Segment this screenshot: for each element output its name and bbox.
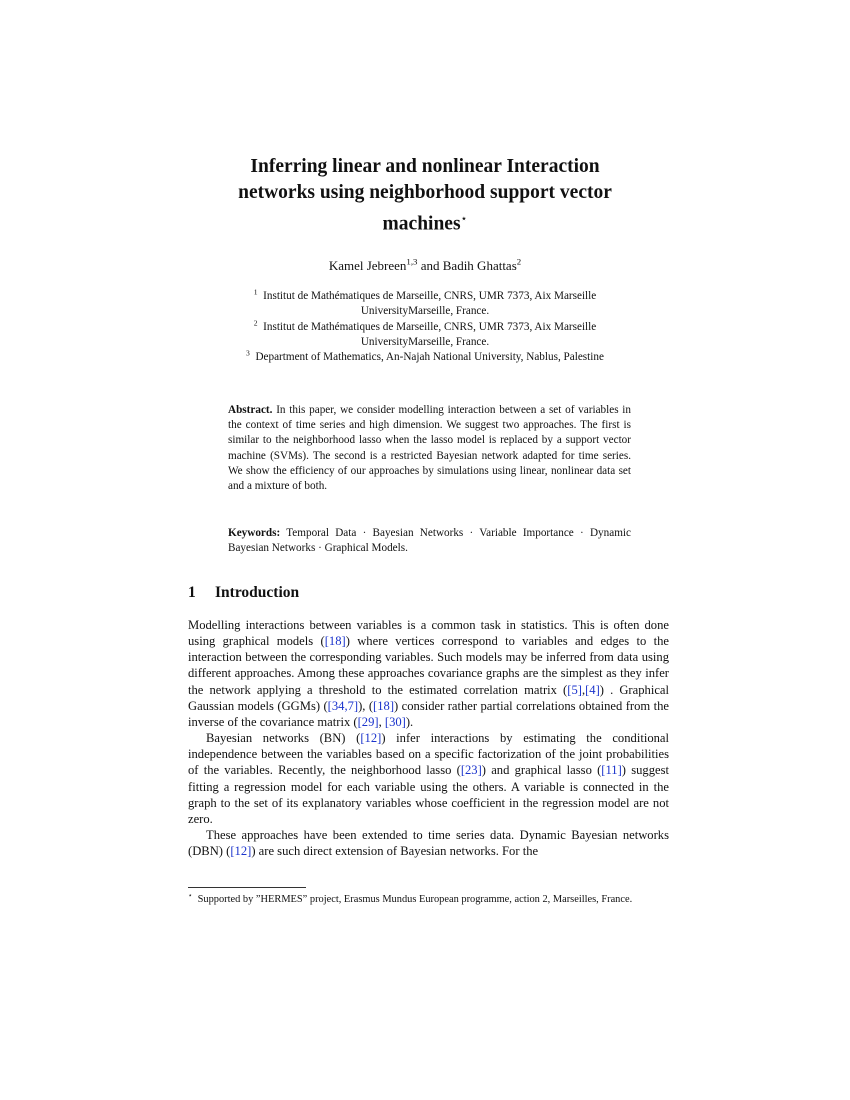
affiliation-2-number: 2 [253, 317, 258, 327]
citation-link[interactable]: [23] [460, 763, 482, 778]
affiliation-2-text-cont: UniversityMarseille, France. [360, 335, 490, 348]
author-2: Badih Ghattas [442, 258, 517, 273]
citation-link[interactable]: [12] [230, 844, 252, 859]
affiliation-3-number: 3 [246, 348, 250, 358]
section-heading [188, 584, 299, 602]
paragraph-3 [188, 827, 669, 859]
affiliation-3 [190, 350, 660, 365]
paragraph-1 [188, 617, 669, 730]
p1-text-d: ) . Graphical Gaussian models (GGMs) ( [188, 682, 669, 713]
keywords-label: Keywords: [228, 527, 281, 539]
p1-text-c: , [581, 682, 586, 697]
p2-text-a: Bayesian networks (BN) ( [206, 731, 361, 746]
title-line-2: networks using neighborhood support vector [238, 182, 612, 203]
abstract [228, 403, 631, 494]
citation-link[interactable]: [18] [324, 634, 346, 649]
p1-text-h: ). [405, 714, 414, 729]
keywords-text: Temporal Data · Bayesian Networks · Variable Importance · Dynamic Bayesian Networks · Graphical Models. [228, 527, 631, 555]
affiliation-2 [190, 317, 660, 351]
footnote [188, 893, 669, 907]
author-1-affil: 1,3 [406, 256, 418, 267]
citation-link[interactable]: [11] [601, 763, 622, 778]
citation-link[interactable]: [4] [585, 682, 600, 697]
title-line-1: Inferring linear and nonlinear Interaction [250, 156, 600, 177]
section-number: 1 [188, 584, 196, 601]
citation-link[interactable]: [5] [567, 682, 582, 697]
affiliation-2-text: Institut de Mathématiques de Marseille, CNRS, UMR 7373, Aix Marseille [263, 320, 597, 333]
abstract-text: In this paper, we consider modelling interaction between a set of variables in the context of time series and high dimension. We suggest two approaches. The first is similar to the neighborhood lasso when the lasso model is replaced by a support vector machine (SVMs). The second is a restricted Bayesian network adapted for time series. We show the efficiency of our approaches by simulations using linear, nonlinear data set and a mixture of both. [228, 404, 632, 493]
p2-text-b: ) infer interactions by estimating the conditional independence between the variables based on a specific factorization of the joint probabilities of the variables. Recently, the neighborhood lasso ( [188, 731, 669, 778]
citation-link[interactable]: [29] [357, 714, 379, 729]
author-conjunction: and [417, 258, 443, 273]
paragraph-2 [188, 730, 669, 827]
title-footnote-mark: ⋆ [460, 213, 468, 225]
footnote-mark: ⋆ [188, 891, 193, 900]
p1-text-g: , [378, 714, 385, 729]
author-list [150, 258, 700, 274]
footnote-rule [188, 887, 306, 888]
paper-title [150, 154, 700, 238]
footnote-text: Supported by ”HERMES” project, Erasmus Mundus European programme, action 2, Marseilles, France. [197, 894, 633, 905]
affiliation-1-text-cont: UniversityMarseille, France. [360, 305, 490, 318]
citation-link[interactable]: [12] [360, 731, 382, 746]
citation-link[interactable]: [30] [384, 714, 406, 729]
p2-text-d: ) suggest fitting a regression model for each variable using the others. A variable is connected in the graph to the set of its explanatory variables whose coefficient in the regression model are not zero. [188, 763, 669, 826]
p3-text-b: ) are such direct extension of Bayesian networks. For the [251, 844, 539, 859]
citation-link[interactable]: [18] [373, 698, 395, 713]
citation-link[interactable]: [34,7] [327, 698, 359, 713]
affiliation-1-text: Institut de Mathématiques de Marseille, CNRS, UMR 7373, Aix Marseille [263, 290, 597, 302]
title-line-3-text: machines [382, 213, 461, 235]
author-2-affil: 2 [516, 256, 522, 267]
p3-text-a: These approaches have been extended to time series data. Dynamic Bayesian networks (DBN) ( [188, 828, 669, 859]
abstract-label: Abstract. [228, 404, 273, 416]
section-title: Introduction [215, 584, 300, 601]
affiliation-1 [190, 289, 660, 320]
p1-text-a: Modelling interactions between variables is a common task in statistics. This is often done using graphical models ( [188, 618, 669, 649]
p1-text-e: ), ( [358, 698, 374, 713]
author-1: Kamel Jebreen [328, 258, 407, 273]
title-line-3 [150, 206, 700, 238]
affiliations [190, 289, 660, 365]
body-text [188, 617, 669, 859]
arxiv-identifier-stamp [8, 262, 70, 682]
p1-text-f: ) consider rather partial correlations obtained from the inverse of the covariance matrix ( [188, 698, 669, 729]
p1-text-b: ) where vertices correspond to variables and edges to the interaction between the corresponding variables. Such models may be inferred from data using different approaches. Among these approaches covariance graphs are the simplest as they infer the network applying a threshold to the estimated correlation matrix ( [188, 634, 669, 697]
affiliation-3-text: Department of Mathematics, An-Najah National University, Nablus, Palestine [255, 351, 604, 364]
affiliation-1-number: 1 [253, 287, 258, 297]
p2-text-c: ) and graphical lasso ( [481, 763, 602, 778]
keywords [228, 526, 631, 556]
